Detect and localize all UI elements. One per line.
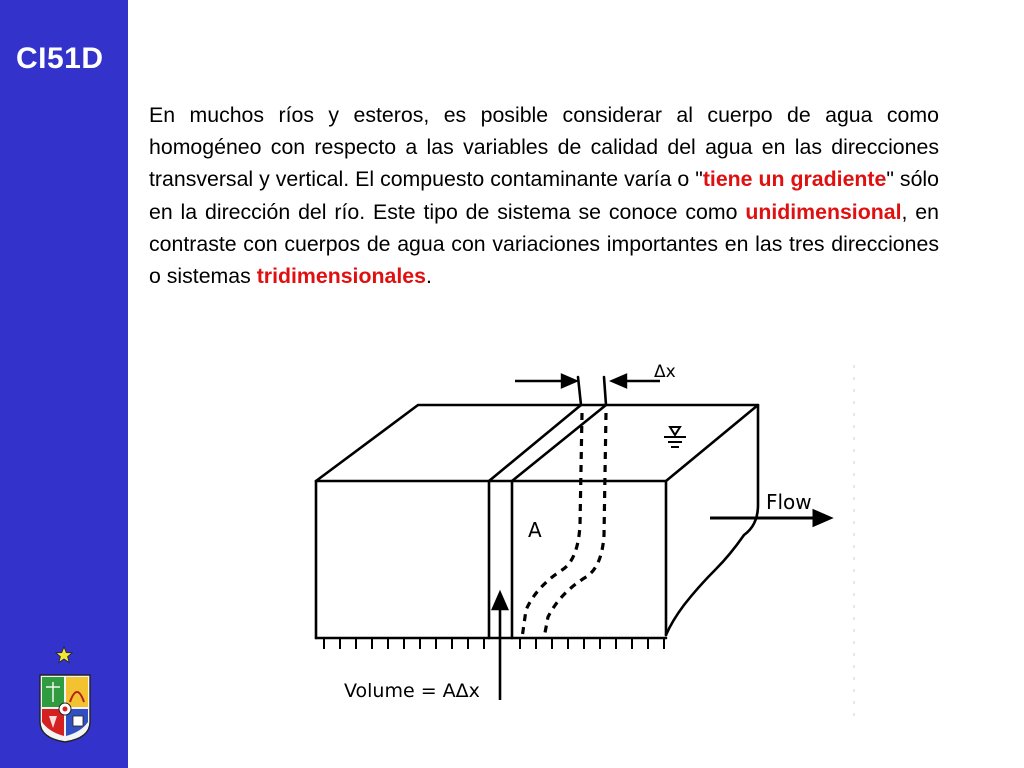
water-surface-icon <box>664 427 686 447</box>
volume-label: Volume = AΔx <box>344 680 480 702</box>
area-label: A <box>528 518 542 542</box>
highlight-tridimensionales: tridimensionales <box>256 264 426 289</box>
box-right-face <box>666 405 758 635</box>
paragraph-text-1: En muchos ríos y esteros, es posible considerar al cuerpo de agua como homogéneo con respecto a las variables de calidad del agua en las direcciones transversal y vertical. El compuesto contaminante varía o " <box>149 103 939 192</box>
course-code: CI51D <box>16 42 104 75</box>
bottom-hatching <box>324 638 664 649</box>
paragraph-text-3: , en contraste con cuerpos de agua con variaciones importantes en las tres direcciones o sistemas <box>149 199 939 289</box>
highlight-unidimensional: unidimensional <box>745 199 902 224</box>
box-front-face <box>316 481 666 635</box>
paragraph-text-2: " sólo en la dirección del río. Este tipo de sistema se conoce como <box>149 167 939 224</box>
star-icon <box>55 646 73 664</box>
paragraph-text-4: . <box>425 264 432 289</box>
main-paragraph <box>149 99 939 292</box>
highlight-gradiente: tiene un gradiente <box>702 167 887 192</box>
delta-x-label: Δx <box>654 362 676 382</box>
delta-x-arrows <box>515 375 660 387</box>
sidebar <box>0 0 128 768</box>
flow-label: Flow <box>766 490 812 514</box>
volume-arrow <box>493 593 507 700</box>
river-segment-diagram <box>300 355 860 755</box>
university-crest-icon <box>37 672 93 744</box>
